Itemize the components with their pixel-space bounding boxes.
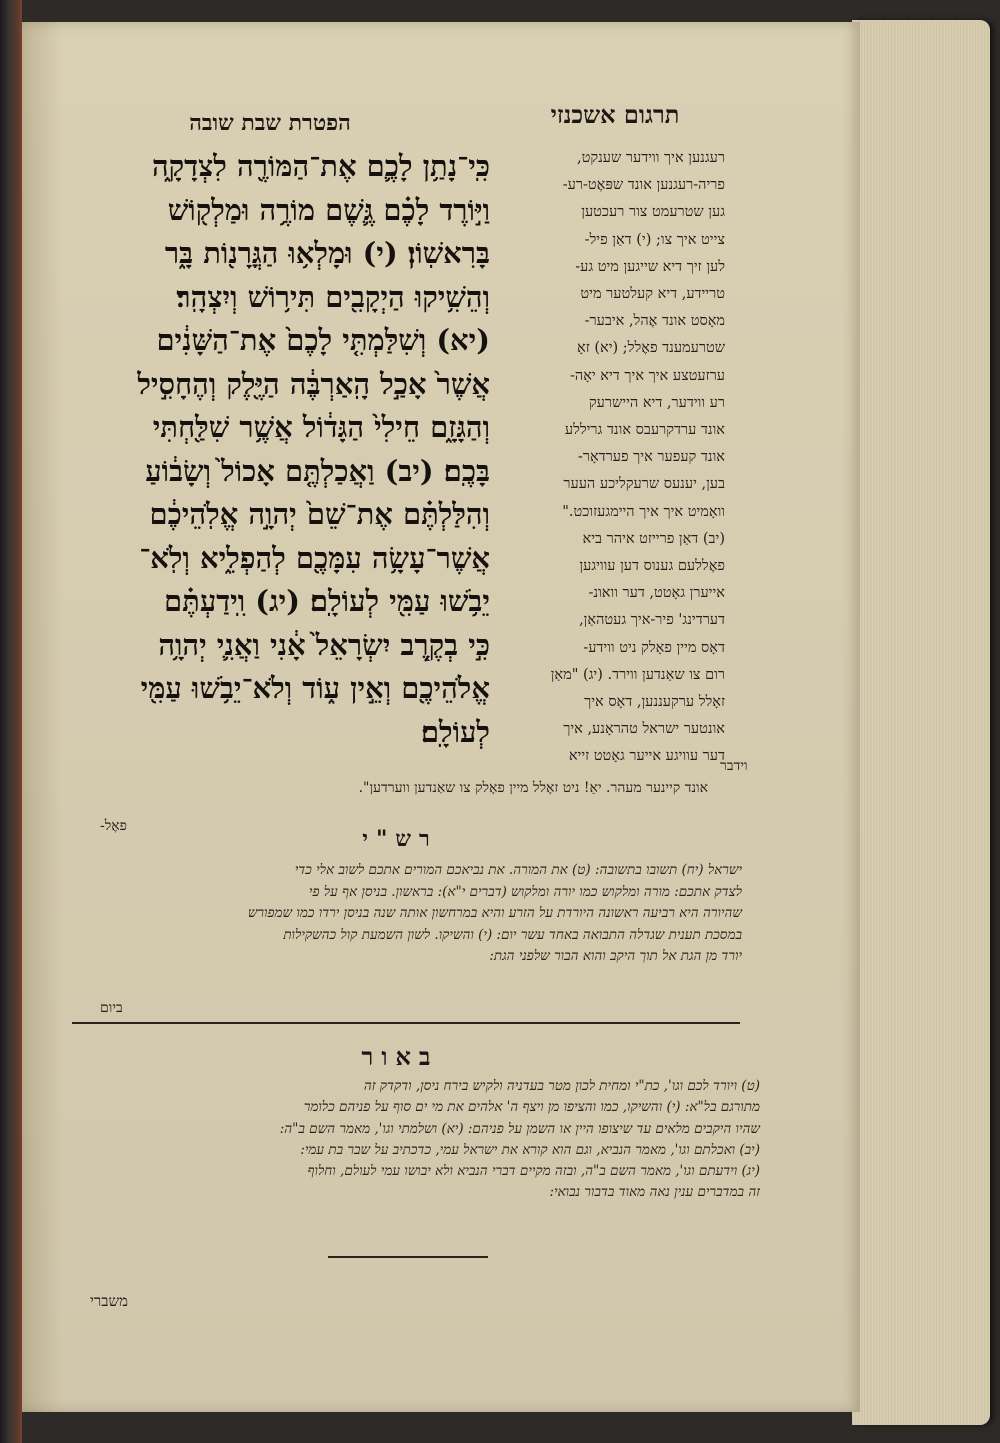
targum-line: דער עוויגע אייער גאָטט זייא [568,748,725,765]
targum-line: וואָמיט איך איך היימגעזוכט." [562,503,725,520]
book-cover-edge [0,0,22,1443]
targum-line: רע ווידער, דיא היישרעק [588,394,725,411]
targum-line: רום צו שאַנדען ווירד. (יג) "מאַן [550,666,725,683]
verse-line: וְהַגָּזָ֑ם חֵילִי֙ הַגָּד֔וֹל אֲשֶׁ֥ר שִׁלַּ֖חְתִּי [152,410,490,444]
targum-line: שטרעמענד פאֶלל; (יא) זאָ [577,340,725,357]
targum-line: בען, יענעס שרעקליכע העער [563,476,725,493]
targum-line: מאָסט אונד אֶהל, איבער- [584,313,725,330]
biur-line: מתורגם בל"א: (י) והשיקו, כמו והציפו מן ויצף ה' אלהים את מי ים סוף על פניהם כלומר [303,1099,760,1116]
verse-line: בָּרִאשֽׁוֹן׃ (י) וּמָלְא֥וּ הַגֳּרָנ֖וֹת בָּ֑ר [164,236,490,270]
rashi-line: במסכת תענית שגדלה התבואה באחד עשר יום: (י) והשיקו. לשון השמעת קול כהשקילות [283,926,742,943]
targum-line: (יב) דאַן פרייזט איהר ביא [582,530,725,547]
verse-line: אֲשֶׁר־עָשָׂ֥ה עִמָּכֶ֖ם לְהַפְלִ֑יא וְלֹֽא־ [139,540,490,575]
biur-line: זה במדברים ענין נאה מאוד בדבור נבואי: [549,1184,760,1201]
biur-line: (יב) ואכלתם וגו', מאמר הנביא, וגם הוא קורא את ישראל עמי, כדכתיב על שבר בת עמי: [300,1141,760,1158]
haftarah-text [75,145,490,754]
verse-line: לְעוֹלָֽם׃ [420,714,490,749]
targum-column [500,145,725,771]
verse-line: אֲשֶׁר֙ אָכַ֣ל הָֽאַרְבֶּ֔ה הַיֶּ֖לֶק וְהֶחָסִ֣יל [137,366,490,401]
end-rule [328,1256,488,1258]
biur-line: (ט) ויורד לכם וגו', כת"י ומחית לכון מטר בעדניה ולקיש בירח ניסן, ודקדק זה [363,1078,760,1094]
verse-line: (יא) וְשִׁלַּמְתִּ֤י לָכֶם֙ אֶת־הַשָּׁנִ֔ים [156,323,490,357]
verse-line: וַיּ֣וֹרֶד לָכֶ֗ם גֶּ֛שֶׁם מוֹרֶ֥ה וּמַלְק֖וֹשׁ [167,192,490,227]
targum-line: פאֶללעם גענוס דען עוויגען [579,558,725,575]
biur-line: (יג) וידעתם וגו', מאמר השם ב"ה, ובזה מקיים דברי הנביא ולא יבושו עמי לעולם, וחלוף [307,1163,760,1180]
rashi-commentary [72,860,742,968]
targum-line: אונטער ישראל טהראָנע, איך [563,721,725,738]
left-margin-catchword: פאֶל- [100,818,128,834]
biur-line: שהיו היקבים מלאים עד שיצופו היין או השמן על פניהם: (יא) ושלמתי וגו', מאמר השם ב"ה: [279,1120,760,1137]
targum-line: זאָלל ערקעננען, דאָס איך [584,694,725,711]
targum-line: רעגנען איך ווידער שענקט, [576,150,725,166]
rashi-line: יורד מן הגת אל תוך היקב והוא הבור שלפני הגת: [489,948,742,964]
verse-line: וְהִלַּלְתֶּ֗ם אֶת־שֵׁם֙ יְהוָ֣ה אֱלֹֽהֵיכֶ֔ם [149,497,490,531]
targum-line: דאָס מיין פאָלק ניט ווידע- [583,639,725,656]
targum-title: תרגום אשכנזי [550,100,680,129]
biur-commentary [70,1076,760,1204]
rashi-line: ישראל (יח) תשובו בתשובה: (ט) את המורה. את נביאכם המורים אתכם לשוב אלי כדי [294,862,742,878]
targum-line: אייערן גאָטט, דער וואונ- [588,585,725,602]
page-catchword: משברי [90,1292,129,1310]
targum-line: ערזעטצע איך איך דיא יאָה- [569,367,725,384]
rashi-line: לצדק אתכם: מורה ומלקוש כמו יורה ומלקוש (דברים י"א): בראשון. בניסן אף על פי [308,883,742,900]
targum-line: אונד קעפער איך פערדאָר- [577,449,725,466]
verse-line: בָּכֶֽם׃ (יב) וַאֲכַלְתֶּ֤ם אָכוֹל֙ וְשָׂב֔וֹעַ [145,453,490,488]
haftarah-title: הפטרת שבת שובה [189,110,351,136]
targum-line: פריה-רעגנען אונד שפּאֶט-רע- [562,177,725,194]
targum-catchword: וידבר [720,758,748,774]
rashi-catchword: ביום [100,1000,123,1016]
biur-title: באור [361,1042,439,1071]
targum-line: לען זיך דיא שייגען מיט גע- [575,258,725,275]
rashi-line: שהיורה היא רביעה ראשונה היורדת על הזרע והיא במרחשון אותה שנה בניסן ירדו כמו שמפורש [247,905,742,921]
section-divider-rule [72,1022,740,1024]
verse-line: אֱלֹהֵיכֶ֖ם וְאֵ֣ין ע֑וֹד וְלֹא־יֵבֹ֥שׁוּ עַמִּ֖י [140,671,490,705]
verse-line: כִּֽי־נָתַ֥ן לָכֶ֛ם אֶת־הַמּוֹרֶ֖ה לִצְדָקָ֑ה [151,149,490,183]
targum-line: דערדינג' פיר-איך געטהאַן, [579,612,725,629]
targum-line: טריידע, דיא קעלטער מיט [580,286,725,303]
verse-line: יֵבֹ֥שׁוּ עַמִּ֖י לְעוֹלָֽם׃ (יג) וִֽידַעְתֶּ֗ם [164,584,490,618]
targum-line: גען שטרעמט צור רעכטען [581,204,725,221]
verse-line: וְהֵשִׁ֥יקוּ הַיְקָבִ֖ים תִּיר֥וֹשׁ וְיִצְהָֽר׃ [176,279,490,314]
verse-line: כִּ֣י בְקֶ֤רֶב יִשְׂרָאֵל֙ אָ֔נִי וַאֲנִ֛י יְהוָ֥ה [158,627,490,662]
targum-continuation-line: אונד קיינער מעהר. יאַ! ניט זאָלל מיין פאָלק צו שאַנדען ווערדען". [358,780,708,796]
targum-line: צייט איך צו; (י) דאַן פיל- [584,231,725,248]
targum-line: אונד ערדקרעבס אונד גריללע [564,422,725,439]
rashi-title: רש"י [362,826,438,852]
page-edges [852,20,990,1425]
